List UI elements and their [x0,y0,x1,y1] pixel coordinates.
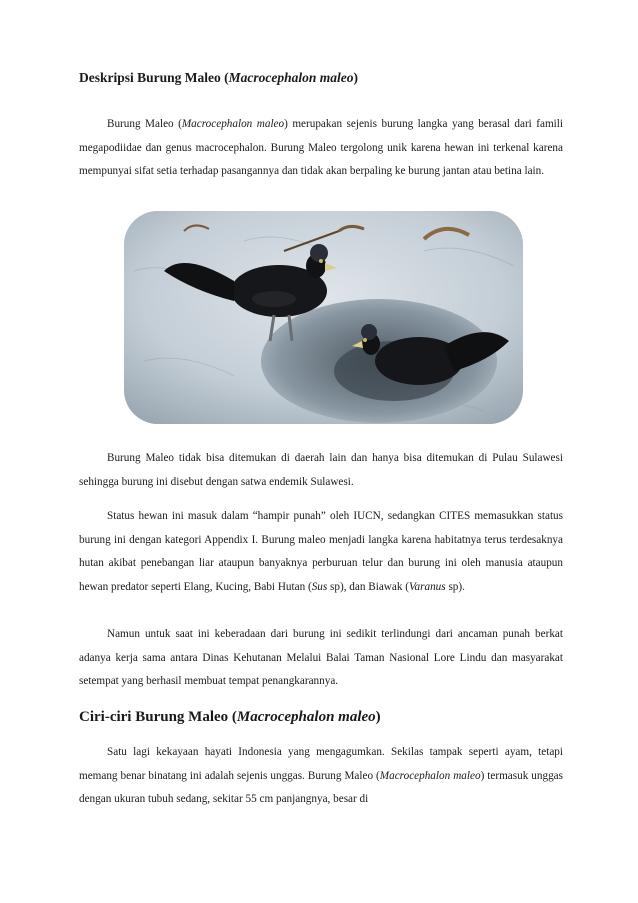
heading-scientific-name: Macrocephalon maleo [228,70,354,85]
paragraph-description [79,113,563,184]
paragraph-habitat: Burung Maleo tidak bisa ditemukan di daerah lain dan hanya bisa ditemukan di Pulau Sulawesi sehingga burung ini disebut dengan satwa endemik Sulawesi. [79,452,563,488]
text-run: ) termasuk unggas dengan ukuran tubuh sedang, sekitar 55 cm panjangnya, besar di [79,769,564,805]
text-run: Burung Maleo ( [107,118,182,130]
heading-text: Ciri-ciri Burung Maleo [79,709,229,725]
paragraph-conservation: Namun untuk saat ini keberadaan dari burung ini sedikit terlindungi dari ancaman punah berkat adanya kerja sama antara Dinas Kehutanan Melalui Balai Taman Nasional Lore Lindu dan masyarakat setempat yang berhasil membuat tempat penangkarannya. [79,628,563,687]
heading-scientific-name: Macrocephalon maleo [236,709,376,725]
scientific-name: Macrocephalon maleo [379,769,481,782]
scientific-name: Varanus [408,580,446,593]
paragraph-status [79,505,563,599]
section-heading-ciri-ciri: Ciri-ciri Burung Maleo (Macrocephalon maleo) [79,709,381,725]
text-run: Satu lagi kekayaan hayati Indonesia yang mengagumkan. Sekilas tampak seperti ayam, tetapi memang benar binatang ini adalah sejenis unggas. Burung Maleo ( [79,746,563,782]
text-run: ) merupakan sejenis burung langka yang berasal dari famili megapodiidae dan genus macrocephalon. Burung Maleo tergolong unik karena hewan ini terkenal karena mempunyai sifat setia terhadap pasangannya dan tidak akan berpaling ke burung jantan atau betina lain. [79,118,563,177]
scientific-name: Macrocephalon maleo [181,118,285,130]
maleo-birds-photo [124,211,523,424]
paragraph-characteristics [79,741,563,812]
text-run: Status hewan ini masuk dalam “hampir punah” oleh IUCN, sedangkan CITES memasukkan status burung ini dengan kategori Appendix I. Burung maleo menjadi langka karena habitatnya terus terdesaknya hutan akibat penebangan liar ataupun banyaknya perburuan telur dan burung ini oleh manusia ataupun hewan predator seperti Elang, Kucing, Babi Hutan ( [79,510,563,593]
text-run: sp), dan Biawak ( [327,580,409,593]
heading-text: Deskripsi Burung Maleo [79,70,221,85]
scientific-name: Sus [311,580,328,593]
section-heading-deskripsi: Deskripsi Burung Maleo (Macrocephalon maleo) [79,70,359,85]
photo-illustration [124,211,523,424]
text-run: sp). [445,580,465,593]
